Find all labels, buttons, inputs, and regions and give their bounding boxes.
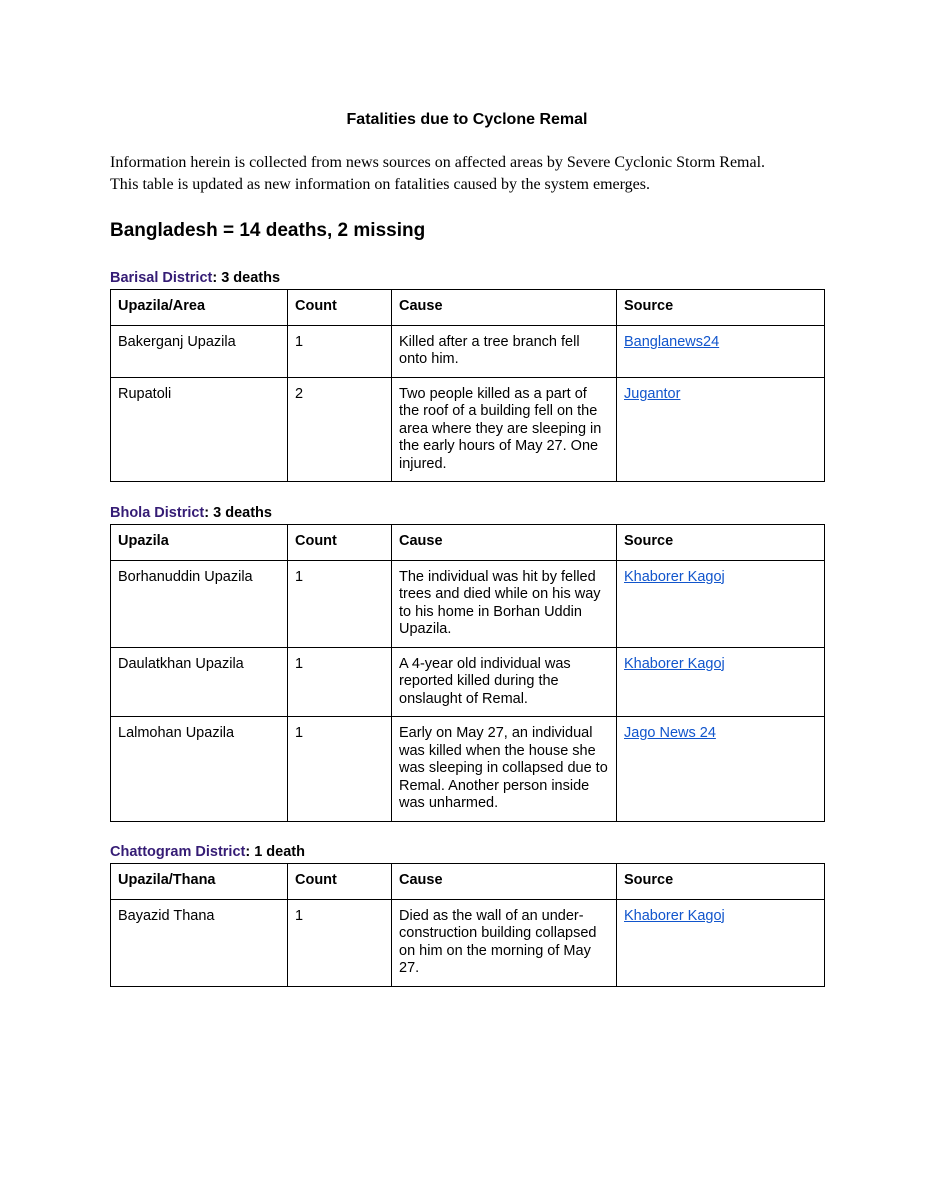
source-link[interactable]: Khaborer Kagoj bbox=[624, 568, 725, 585]
intro-paragraph bbox=[110, 152, 824, 196]
cell-count: 1 bbox=[288, 899, 392, 986]
cell-cause: Two people killed as a part of the roof of a building fell on the area where they are sleeping in the early hours of May 27. One injured. bbox=[392, 377, 617, 482]
table-header-row bbox=[111, 290, 825, 326]
district-summary: : 3 deaths bbox=[204, 505, 272, 521]
fatalities-table bbox=[110, 289, 825, 482]
cell-source bbox=[617, 899, 825, 986]
district-heading bbox=[110, 269, 824, 289]
intro-line-2: This table is updated as new information on fatalities caused by the system emerges. bbox=[110, 176, 651, 193]
table-row bbox=[111, 560, 825, 647]
table-header-row bbox=[111, 864, 825, 900]
source-link[interactable]: Khaborer Kagoj bbox=[624, 655, 725, 672]
cell-area: Rupatoli bbox=[111, 377, 288, 482]
district-summary: : 3 deaths bbox=[212, 270, 281, 286]
cell-count: 1 bbox=[288, 717, 392, 822]
district-section-chattogram bbox=[110, 843, 824, 987]
district-summary: : 1 death bbox=[245, 844, 305, 860]
source-link[interactable]: Khaborer Kagoj bbox=[624, 907, 725, 924]
cell-cause: A 4-year old individual was reported killed during the onslaught of Remal. bbox=[392, 647, 617, 717]
district-section-barisal bbox=[110, 269, 824, 482]
district-name: Barisal District bbox=[110, 270, 213, 286]
column-header-count: Count bbox=[288, 525, 392, 561]
cell-cause: Early on May 27, an individual was killed when the house she was sleeping in collapsed due to Remal. Another person inside was unharmed. bbox=[392, 717, 617, 822]
table-row bbox=[111, 717, 825, 822]
cell-area: Bakerganj Upazila bbox=[111, 325, 288, 377]
column-header-cause: Cause bbox=[392, 525, 617, 561]
column-header-count: Count bbox=[288, 290, 392, 326]
district-name: Bhola District bbox=[110, 505, 205, 521]
cell-area: Daulatkhan Upazila bbox=[111, 647, 288, 717]
fatalities-table bbox=[110, 863, 825, 987]
district-name: Chattogram District bbox=[110, 844, 246, 860]
district-section-bhola bbox=[110, 504, 824, 822]
column-header-source: Source bbox=[617, 525, 825, 561]
column-header-count: Count bbox=[288, 864, 392, 900]
cell-source bbox=[617, 717, 825, 822]
cell-source bbox=[617, 560, 825, 647]
table-row bbox=[111, 647, 825, 717]
district-heading bbox=[110, 504, 824, 524]
cell-count: 1 bbox=[288, 560, 392, 647]
cell-cause: Died as the wall of an under-construction building collapsed on him on the morning of May 27. bbox=[392, 899, 617, 986]
table-row bbox=[111, 325, 825, 377]
cell-count: 1 bbox=[288, 325, 392, 377]
cell-cause: Killed after a tree branch fell onto him. bbox=[392, 325, 617, 377]
cell-area: Borhanuddin Upazila bbox=[111, 560, 288, 647]
table-header-row bbox=[111, 525, 825, 561]
cell-count: 2 bbox=[288, 377, 392, 482]
source-link[interactable]: Jugantor bbox=[624, 385, 681, 402]
column-header-area: Upazila/Thana bbox=[111, 864, 288, 900]
source-link[interactable]: Banglanews24 bbox=[624, 333, 720, 350]
source-link[interactable]: Jago News 24 bbox=[624, 725, 716, 741]
country-heading: Bangladesh = 14 deaths, 2 missing bbox=[110, 220, 426, 241]
fatalities-table bbox=[110, 524, 825, 822]
cell-source bbox=[617, 647, 825, 717]
column-header-source: Source bbox=[617, 864, 825, 900]
cell-area: Lalmohan Upazila bbox=[111, 717, 288, 822]
cell-source bbox=[617, 325, 825, 377]
column-header-cause: Cause bbox=[392, 290, 617, 326]
cell-area: Bayazid Thana bbox=[111, 899, 288, 986]
district-heading bbox=[110, 843, 824, 863]
table-row bbox=[111, 899, 825, 986]
cell-count: 1 bbox=[288, 647, 392, 717]
column-header-area: Upazila bbox=[111, 525, 288, 561]
table-row bbox=[111, 377, 825, 482]
cell-cause: The individual was hit by felled trees and died while on his way to his home in Borhan Uddin Upazila. bbox=[392, 560, 617, 647]
column-header-area: Upazila/Area bbox=[111, 290, 288, 326]
column-header-source: Source bbox=[617, 290, 825, 326]
intro-line-1: Information herein is collected from news sources on affected areas by Severe Cyclonic Storm Remal. bbox=[110, 154, 766, 171]
cell-source bbox=[617, 377, 825, 482]
column-header-cause: Cause bbox=[392, 864, 617, 900]
document-title: Fatalities due to Cyclone Remal bbox=[346, 111, 588, 128]
